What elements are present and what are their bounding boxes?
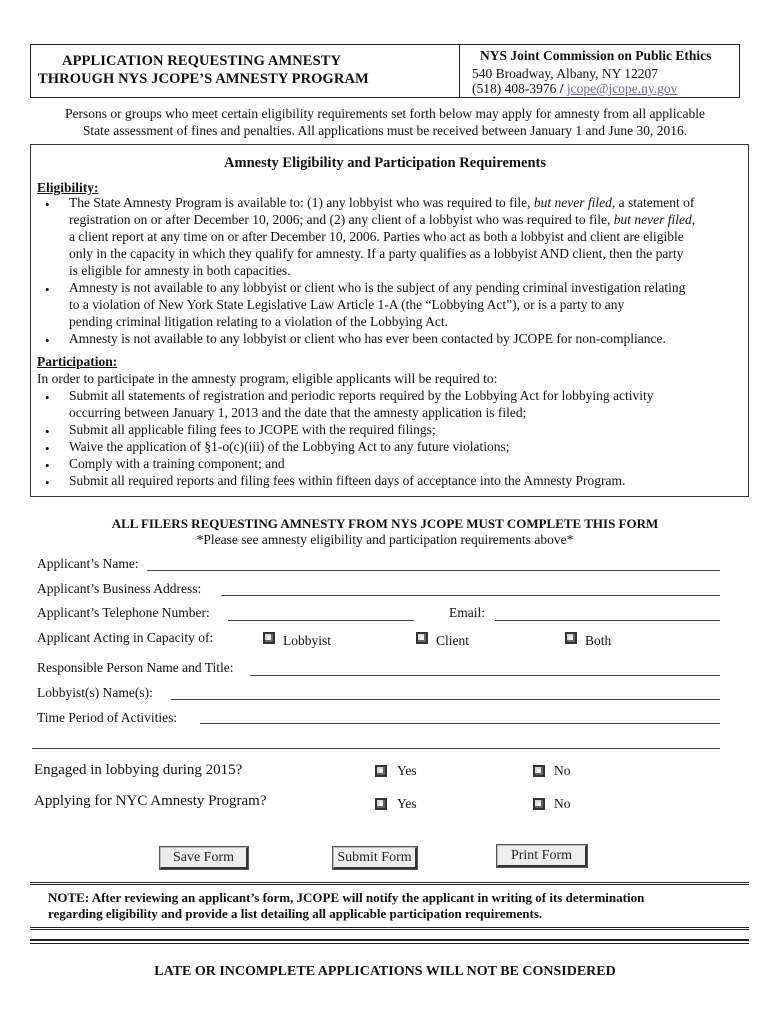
agency-address: 540 Broadway, Albany, NY 12207	[472, 66, 658, 81]
section-divider	[32, 748, 720, 749]
form-title-line-1: APPLICATION REQUESTING AMNESTY	[62, 53, 342, 69]
yes-label: Yes	[397, 796, 417, 811]
header-divider	[459, 44, 460, 98]
form-heading: ALL FILERS REQUESTING AMNESTY FROM NYS JCOPE MUST COMPLETE THIS FORM	[111, 516, 659, 531]
nyc-amnesty-yes-checkbox[interactable]	[375, 798, 387, 810]
participation-intro: In order to participate in the amnesty program, eligible applicants will be required to:	[37, 371, 498, 386]
agency-name: NYS Joint Commission on Public Ethics	[480, 48, 712, 63]
print-form-button[interactable]: Print Form	[497, 845, 587, 867]
business-address-field[interactable]	[221, 595, 720, 596]
text-span: The State Amnesty Program is available to: (1) any lobbyist who was required to file,	[69, 195, 534, 210]
no-label: No	[554, 796, 571, 811]
eligibility-bullet-1-line-3: a client report at any time on or after December 10, 2006. Parties who act as both a lobbyist and client are eligible	[69, 229, 684, 244]
no-label: No	[554, 763, 571, 778]
participation-bullet-4: Comply with a training component; and	[69, 456, 285, 471]
email-label: Email:	[449, 605, 485, 620]
bullet-icon: •	[45, 475, 50, 490]
intro-line-1: Persons or groups who meet certain eligibility requirements set forth below may apply for amnesty from all applicable	[65, 106, 705, 121]
lobbyist-option-label: Lobbyist	[283, 633, 332, 648]
eligibility-bullet-1-line-5: is eligible for amnesty in both capacities.	[69, 263, 291, 278]
lobbying-2015-no-checkbox[interactable]	[533, 765, 545, 777]
client-checkbox[interactable]	[416, 632, 428, 644]
form-subheading: *Please see amnesty eligibility and participation requirements above*	[196, 532, 574, 547]
submit-form-button[interactable]: Submit Form	[333, 847, 417, 869]
requirements-title: Amnesty Eligibility and Participation Requirements	[224, 155, 546, 171]
participation-bullet-5: Submit all required reports and filing fees within fifteen days of acceptance into the Amnesty Program.	[69, 473, 626, 488]
both-option-label: Both	[585, 633, 612, 648]
responsible-person-field[interactable]	[250, 675, 720, 676]
eligibility-bullet-1-line-1	[69, 195, 694, 212]
agency-email-link[interactable]: jcope@jcope.ny.gov	[566, 81, 678, 96]
note-line-2: regarding eligibility and provide a list detailing all applicable participation requirements.	[48, 906, 543, 921]
eligibility-heading: Eligibility:	[37, 180, 99, 195]
agency-phone: (518) 408-3976	[472, 81, 557, 96]
time-period-label: Time Period of Activities:	[37, 710, 178, 725]
bullet-icon: •	[45, 458, 50, 473]
participation-bullet-1-line-1: Submit all statements of registration and periodic reports required by the Lobbying Act for lobbying activity	[69, 388, 654, 403]
agency-contact	[472, 81, 677, 97]
bullet-icon: •	[45, 333, 50, 348]
email-field[interactable]	[495, 620, 720, 621]
nyc-amnesty-question: Applying for NYC Amnesty Program?	[34, 793, 267, 809]
form-title-line-2: THROUGH NYS JCOPE’S AMNESTY PROGRAM	[38, 71, 369, 87]
lobbyist-names-label: Lobbyist(s) Name(s):	[37, 685, 153, 700]
both-checkbox[interactable]	[565, 632, 577, 644]
lobbying-2015-question: Engaged in lobbying during 2015?	[34, 762, 243, 778]
eligibility-bullet-1-line-4: only in the capacity in which they qualify for amnesty. If a party qualifies as a lobbyist AND client, then the party	[69, 246, 684, 261]
intro-line-2: State assessment of fines and penalties. All applications must be received between January 1 and June 30, 2016.	[82, 123, 688, 138]
emphasis-text: but never filed	[533, 195, 612, 210]
late-applications-warning: LATE OR INCOMPLETE APPLICATIONS WILL NOT BE CONSIDERED	[154, 964, 616, 979]
eligibility-bullet-1-line-2	[69, 212, 695, 229]
contact-separator: /	[556, 81, 567, 96]
eligibility-bullet-2-line-1: Amnesty is not available to any lobbyist or client who is the subject of any pending criminal investigation relating	[69, 280, 686, 295]
yes-label: Yes	[397, 763, 417, 778]
client-option-label: Client	[436, 633, 469, 648]
bullet-icon: •	[45, 424, 50, 439]
participation-bullet-3: Waive the application of §1-o(c)(iii) of the Lobbying Act to any future violations;	[69, 439, 510, 454]
lobbying-2015-yes-checkbox[interactable]	[375, 765, 387, 777]
note-line-1: NOTE: After reviewing an applicant’s form, JCOPE will notify the applicant in writing of its determination	[48, 890, 645, 905]
telephone-label: Applicant’s Telephone Number:	[37, 605, 210, 620]
lobbyist-names-field[interactable]	[171, 699, 720, 700]
bullet-icon: •	[45, 197, 50, 212]
nyc-amnesty-no-checkbox[interactable]	[533, 798, 545, 810]
eligibility-bullet-2-line-3: pending criminal litigation relating to a violation of the Lobbying Act.	[69, 314, 449, 329]
bullet-icon: •	[45, 390, 50, 405]
text-span: ,	[691, 212, 696, 227]
bullet-icon: •	[45, 441, 50, 456]
applicant-name-field[interactable]	[147, 570, 720, 571]
participation-heading: Participation:	[37, 354, 118, 369]
time-period-field[interactable]	[200, 723, 720, 724]
bottom-rule	[30, 939, 749, 941]
bullet-icon: •	[45, 282, 50, 297]
lobbyist-checkbox[interactable]	[263, 632, 275, 644]
capacity-label: Applicant Acting in Capacity of:	[37, 630, 214, 645]
eligibility-bullet-3: Amnesty is not available to any lobbyist or client who has ever been contacted by JCOPE for non-compliance.	[69, 331, 666, 346]
responsible-person-label: Responsible Person Name and Title:	[37, 660, 234, 675]
text-span: , a statement of	[611, 195, 695, 210]
eligibility-bullet-2-line-2: to a violation of New York State Legislative Law Article 1-A (the “Lobbying Act”), or is a party to any	[69, 297, 625, 312]
save-form-button[interactable]: Save Form	[160, 847, 248, 869]
participation-bullet-1-line-2: occurring between January 1, 2013 and the date that the amnesty application is filed;	[69, 405, 527, 420]
applicant-name-label: Applicant’s Name:	[37, 556, 139, 571]
business-address-label: Applicant’s Business Address:	[37, 581, 202, 596]
text-span: registration on or after December 10, 2006; and (2) any client of a lobbyist who was required to file,	[69, 212, 614, 227]
emphasis-text: but never filed	[613, 212, 692, 227]
telephone-field[interactable]	[228, 620, 414, 621]
participation-bullet-2: Submit all applicable filing fees to JCOPE with the required filings;	[69, 422, 436, 437]
bottom-rule	[30, 943, 749, 944]
